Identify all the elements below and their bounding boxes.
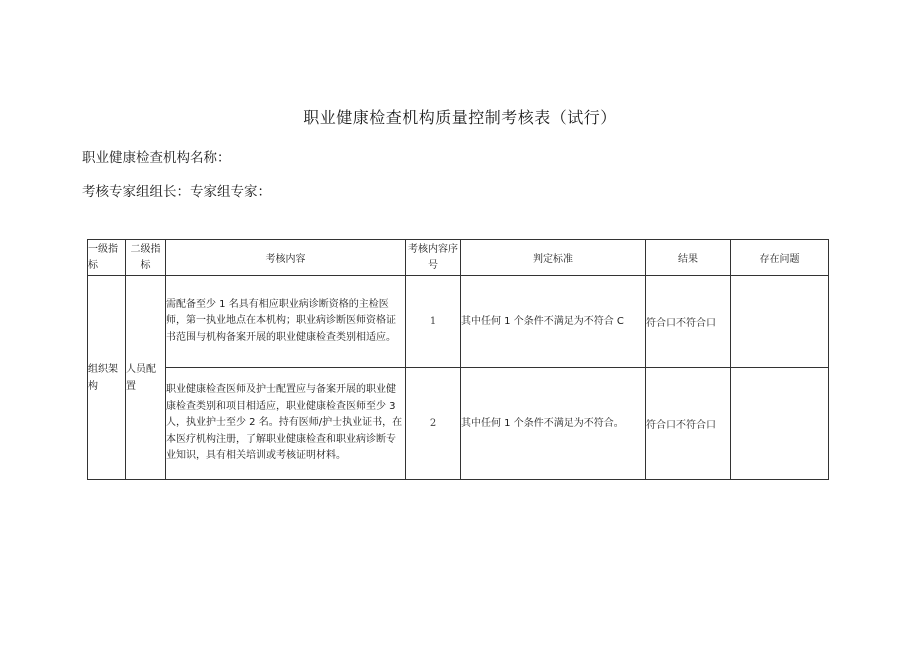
- header-level2: 二级指标: [126, 240, 166, 276]
- assessment-table: [87, 239, 829, 480]
- header-criteria: 判定标准: [461, 240, 646, 276]
- level2-cell: 人员配置: [126, 276, 166, 480]
- criteria-cell: 其中任何 1 个条件不满足为不符合。: [461, 368, 646, 480]
- header-content: 考核内容: [166, 240, 406, 276]
- issues-cell[interactable]: [731, 276, 829, 368]
- header-issues: 存在问题: [731, 240, 829, 276]
- content-cell: 职业健康检查医师及护士配置应与备案开展的职业健康检查类别和项目相适应，职业健康检查医师至少 3 人，执业护士至少 2 名。持有医师/护士执业证书，在本医疗机构注册，了解职业健康检查和职业病诊断专业知识，具有相关培训或考核证明材料。: [166, 368, 406, 480]
- seq-cell: 1: [406, 276, 461, 368]
- header-level1: 一级指标: [88, 240, 126, 276]
- content-cell: 需配备至少 1 名具有相应职业病诊断资格的主检医师，第一执业地点在本机构；职业病诊断医师资格证书范围与机构备案开展的职业健康检查类别相适应。: [166, 276, 406, 368]
- level1-cell: 组织架构: [88, 276, 126, 480]
- result-cell[interactable]: 符合口不符合口: [646, 276, 731, 368]
- experts-label: 考核专家组组长：专家组专家：: [82, 184, 271, 200]
- table-row: [88, 276, 829, 368]
- seq-cell: 2: [406, 368, 461, 480]
- header-seq: 考核内容序号: [406, 240, 461, 276]
- issues-cell[interactable]: [731, 368, 829, 480]
- table-header-row: [88, 240, 829, 276]
- org-name-label: 职业健康检查机构名称：: [82, 150, 231, 166]
- result-cell[interactable]: 符合口不符合口: [646, 368, 731, 480]
- header-result: 结果: [646, 240, 731, 276]
- criteria-cell: 其中任何 1 个条件不满足为不符合 C: [461, 276, 646, 368]
- table-row: [88, 368, 829, 480]
- document-title: 职业健康检查机构质量控制考核表（试行）: [303, 108, 617, 127]
